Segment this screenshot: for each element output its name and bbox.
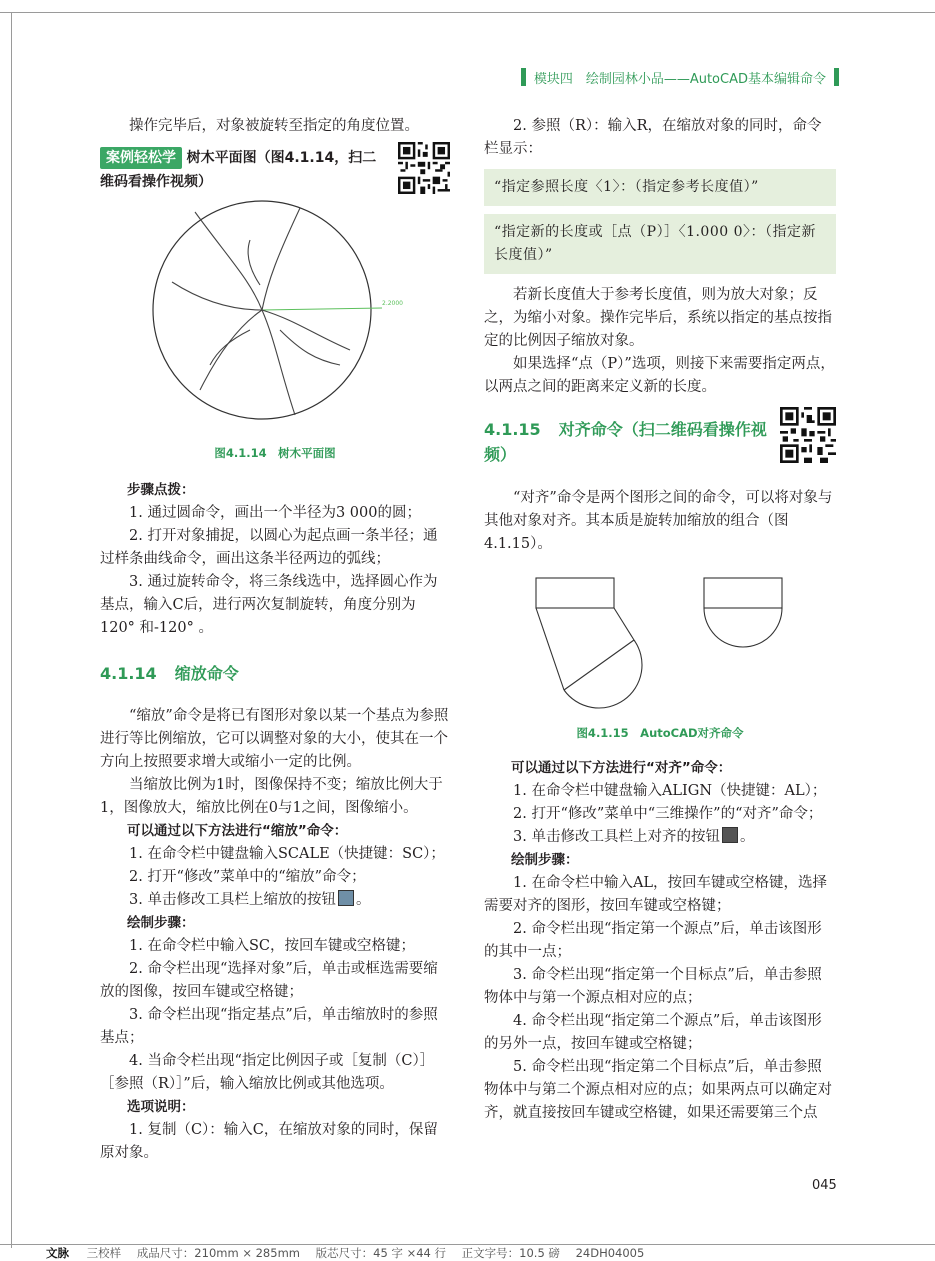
draw-step: 1. 在命令栏中输入SC，按回车键或空格键； <box>129 938 415 954</box>
section-name: 对齐命令（扫二维码看操作视频） <box>484 420 767 464</box>
section-title-4-1-14 <box>100 662 450 685</box>
footer-proof: 三校样 <box>86 1246 122 1260</box>
steps-title: 步骤点拨： <box>127 482 195 498</box>
draw-step: 5. 命令栏出现“指定第二个目标点”后，单击参照物体中与第二个源点相对应的点；如果两点可以确定对齐，就直接按回车键或空格键，如果还需要第三个点 <box>484 1059 832 1121</box>
running-header <box>513 66 847 88</box>
paragraph: 操作完毕后，对象被旋转至指定的角度位置。 <box>129 118 419 134</box>
method-item: 2. 打开“修改”菜单中“三维操作”的“对齐”命令； <box>513 806 823 822</box>
step-item: 2. 打开对象捕捉，以圆心为起点画一条半径；通过样条曲线命令，画出这条半径两边的弧线； <box>100 528 438 567</box>
draw-step: 3. 命令栏出现“指定第一个目标点”后，单击参照物体中与第一个源点相对应的点； <box>484 967 822 1006</box>
right-column <box>484 115 836 1125</box>
footer-code: 24DH04005 <box>575 1246 645 1260</box>
step-item: 1. 通过圆命令，画出一个半径为3 000的圆； <box>129 505 421 521</box>
draw-step: 2. 命令栏出现“指定第一个源点”后，单击该图形的其中一点； <box>484 921 822 960</box>
radius-label: 2.2000 <box>382 300 403 307</box>
method-item <box>484 826 836 849</box>
draw-step: 3. 命令栏出现“指定基点”后，单击缩放时的参照基点； <box>100 1007 438 1046</box>
header-bar-right <box>834 68 839 86</box>
scale-button-icon <box>338 890 354 906</box>
footer-size: 成品尺寸：210mm × 285mm <box>136 1246 300 1260</box>
section-name: 缩放命令 <box>174 664 239 683</box>
case-title: 树木平面图（图4.1.14，扫二维码看操作视频） <box>100 150 377 190</box>
header-text: 模块四 绘制园林小品——AutoCAD基本编辑命令 <box>533 71 826 87</box>
command-box: “指定新的长度或［点（P）］〈1.000 0〉：（指定新长度值）” <box>484 214 836 274</box>
method-item: 2. 打开“修改”菜单中的“缩放”命令； <box>129 869 366 885</box>
paragraph: “缩放”命令是将已有图形对象以某一个基点为参照进行等比例缩放，它可以调整对象的大小，使其在一个方向上按照要求增大或缩小一定的比例。 <box>100 708 449 770</box>
draw-step: 4. 命令栏出现“指定第二个源点”后，单击该图形的另外一点，按回车键或空格键； <box>484 1013 822 1052</box>
footer-brand: 文脉 <box>46 1246 69 1260</box>
section-number: 4.1.14 <box>100 664 157 683</box>
method-item: 1. 在命令栏中键盘输入ALIGN（快捷键：AL）； <box>513 783 827 799</box>
draw-step: 2. 命令栏出现“选择对象”后，单击或框选需要缩放的图像，按回车键或空格键； <box>100 961 438 1000</box>
figure-caption: 图4.1.14 树木平面图 <box>214 446 336 460</box>
crop-line-top <box>0 12 935 13</box>
method-end: 。 <box>355 892 371 908</box>
left-column <box>100 115 450 1165</box>
options-title: 选项说明： <box>127 1099 195 1115</box>
method-item: 1. 在命令栏中键盘输入SCALE（快捷键：SC）； <box>129 846 445 862</box>
print-footer <box>46 1245 644 1261</box>
tree-plan-drawing <box>100 200 450 440</box>
footer-font: 正文字号：10.5 磅 <box>461 1246 560 1260</box>
method-item <box>100 889 450 912</box>
case-block <box>100 146 450 194</box>
methods-title: 可以通过以下方法进行“对齐”命令： <box>511 760 732 776</box>
section-number: 4.1.15 <box>484 420 541 439</box>
paragraph: “对齐”命令是两个图形之间的命令，可以将对象与其他对象对齐。其本质是旋转加缩放的组合（图4.1.15）。 <box>484 490 833 552</box>
align-button-icon <box>722 827 738 843</box>
section-title-4-1-15 <box>484 417 836 467</box>
figure-caption: 图4.1.15 AutoCAD对齐命令 <box>576 726 744 740</box>
crop-line-left <box>11 12 12 1248</box>
option-item: 1. 复制（C）：输入C，在缩放对象的同时，保留原对象。 <box>100 1122 438 1161</box>
qr-code-icon <box>780 407 836 463</box>
paragraph: 当缩放比例为1时，图像保持不变；缩放比例大于1，图像放大，缩放比例在0与1之间，图像缩小。 <box>100 777 443 816</box>
align-drawing <box>484 570 836 720</box>
footer-core: 版芯尺寸：45 字 ×44 行 <box>315 1246 446 1260</box>
draw-step: 1. 在命令栏中输入AL，按回车键或空格键，选择需要对齐的图形，按回车键或空格键； <box>484 875 828 914</box>
method-text: 3. 单击修改工具栏上对齐的按钮 <box>513 829 720 845</box>
figure-tree-plan <box>100 200 450 440</box>
header-bar-left <box>521 68 526 86</box>
paragraph: 若新长度值大于参考长度值，则为放大对象；反之，为缩小对象。操作完毕后，系统以指定的基点按指定的比例因子缩放对象。 <box>484 287 832 349</box>
step-item: 3. 通过旋转命令，将三条线选中，选择圆心作为基点，输入C后，进行两次复制旋转，角度分别为120° 和-120° 。 <box>100 574 438 636</box>
method-text: 3. 单击修改工具栏上缩放的按钮 <box>129 892 336 908</box>
paragraph: 如果选择“点（P）”选项，则接下来需要指定两点，以两点之间的距离来定义新的长度。 <box>484 356 835 395</box>
draw-title: 绘制步骤： <box>511 852 579 868</box>
methods-title: 可以通过以下方法进行“缩放”命令： <box>127 823 348 839</box>
case-tag: 案例轻松学 <box>100 147 182 169</box>
figure-align <box>484 570 836 720</box>
paragraph: 2. 参照（R）：输入R，在缩放对象的同时，命令栏显示： <box>484 118 822 157</box>
draw-title: 绘制步骤： <box>127 915 195 931</box>
draw-step: 4. 当命令栏出现“指定比例因子或［复制（C）］［参照（R）］”后，输入缩放比例或其他选项。 <box>100 1053 435 1092</box>
page-number: 045 <box>812 1178 837 1193</box>
qr-code-icon <box>398 142 450 194</box>
method-end: 。 <box>739 829 755 845</box>
command-box: “指定参照长度〈1〉：（指定参考长度值）” <box>484 169 836 206</box>
